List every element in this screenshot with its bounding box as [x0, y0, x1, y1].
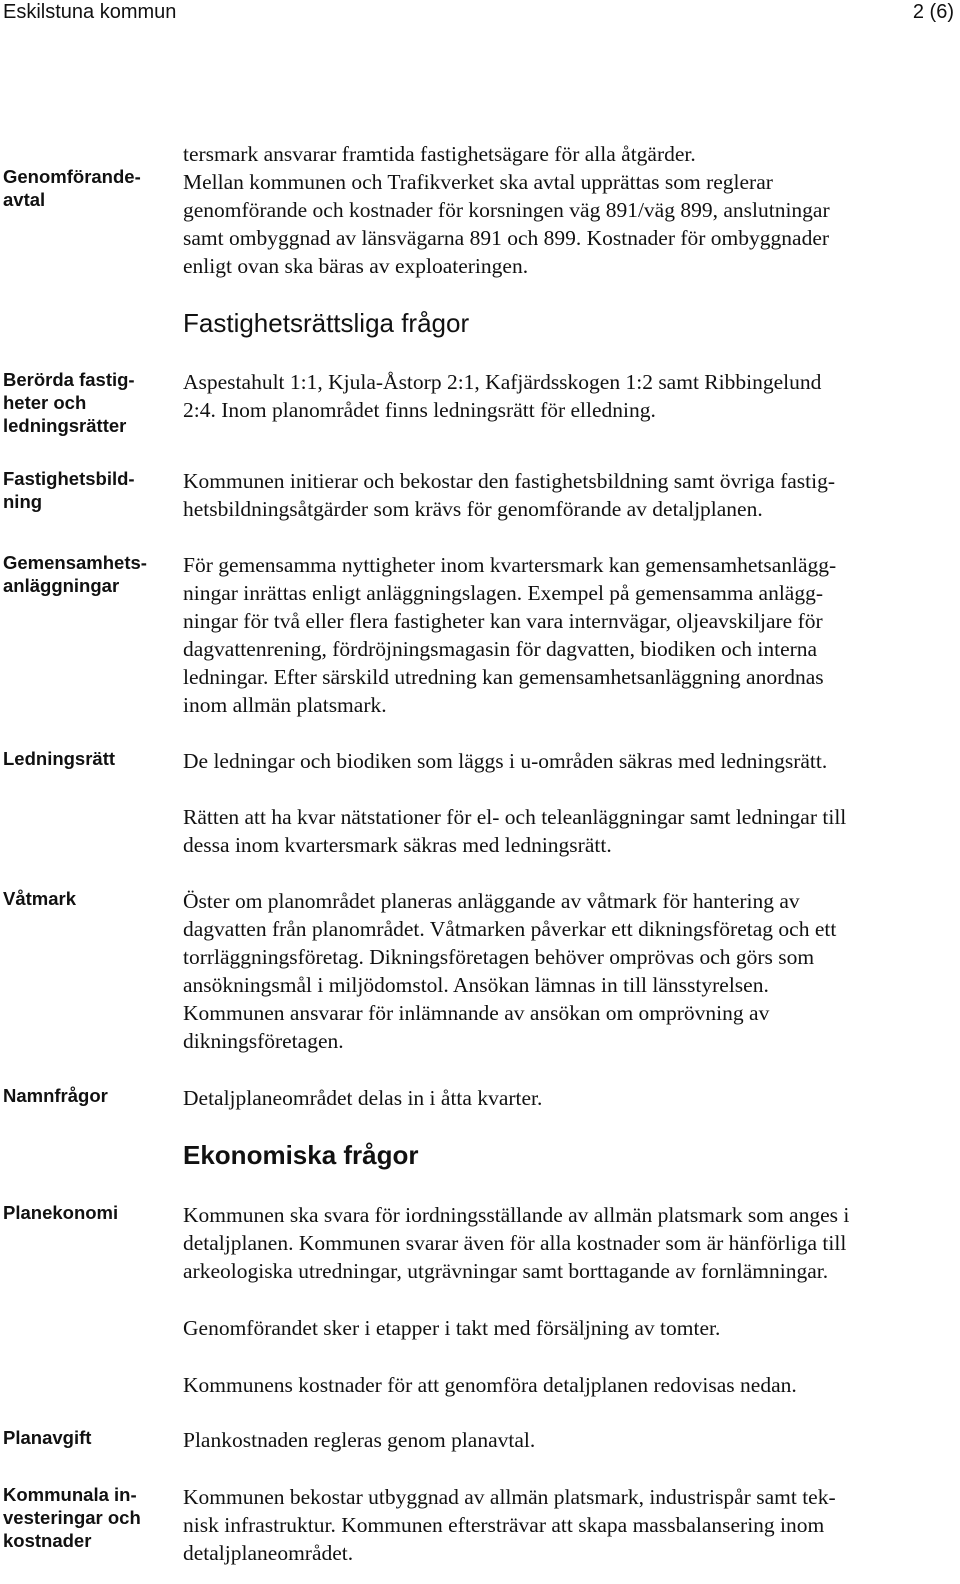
page-header — [0, 0, 960, 26]
text-berorda: Aspestahult 1:1, Kjula-Åstorp 2:1, Kafjärdsskogen 1:2 samt Ribbingelund 2:4. Inom planområdet finns ledningsrätt för elledning. — [183, 370, 822, 422]
text-gemensamhetsanlaggningar: För gemensamma nyttigheter inom kvartersmark kan gemensamhetsanlägg- ningar inrättas enligt anläggningslagen. Exempel på gemensamma anlägg- ningar för två eller flera fastigheter kan vara internvägar, oljeavskiljare för dagvattenrening, fördröjningsmagasin för dagvatten, biodiken och interna ledningar. Efter särskild utredning kan gemensamhetsanläggning anordnas inom allmän platsmark. — [183, 553, 837, 717]
text-namnfragor: Detaljplaneområdet delas in i åtta kvarter. — [183, 1086, 543, 1110]
heading-ekonomiska: Ekonomiska frågor — [183, 1140, 419, 1170]
label-berorda: Berörda fastig- heter och ledningsrätter — [3, 369, 135, 436]
text-kommunala-investeringar: Kommunen bekostar utbyggnad av allmän platsmark, industrispår samt tek- nisk infrastruktur. Kommunen eftersträvar att skapa massbalansering inom detaljplaneområdet. — [183, 1485, 836, 1565]
text-planekonomi-1: Kommunen ska svara för iordningsställande av allmän platsmark som anges i detaljplanen. Kommunen svarar även för alla kostnader som är hänförliga till arkeologiska utredningar, utgrävningar samt borttagande av fornlämningar. — [183, 1203, 850, 1283]
label-planavgift: Planavgift — [3, 1427, 92, 1448]
heading-fastighetsrattsliga: Fastighetsrättsliga frågor — [183, 308, 470, 338]
text-ledningsratt-1: De ledningar och biodiken som läggs i u-områden säkras med ledningsrätt. — [183, 749, 828, 773]
page-number: 2 (6) — [912, 1, 954, 23]
municipality-name: Eskilstuna kommun — [3, 1, 177, 23]
label-genomforandeavtal: Genomförande- avtal — [3, 166, 141, 210]
label-vatmark: Våtmark — [3, 888, 77, 909]
text-planekonomi-2: Genomförandet sker i etapper i takt med försäljning av tomter. — [183, 1316, 721, 1340]
text-vatmark: Öster om planområdet planeras anläggande av våtmark för hantering av dagvatten från planområdet. Våtmarken påverkar ett dikningsföretag och ett torrläggningsföretag. Dikningsföretagen behöver omprövas och görs som ansökningsmål i miljödomstol. Ansökan lämnas in till länsstyrelsen. Kommunen ansvarar för inlämnande av ansökan om omprövning av dikningsföretagen. — [183, 889, 837, 1053]
label-namnfragor: Namnfrågor — [3, 1085, 108, 1106]
text-fastighetsbildning: Kommunen initierar och bekostar den fastighetsbildning samt övriga fastig- hetsbildningsåtgärder som krävs för genomförande av detaljplanen. — [183, 469, 836, 521]
text-planekonomi-3: Kommunens kostnader för att genomföra detaljplanen redovisas nedan. — [183, 1373, 797, 1397]
label-planekonomi: Planekonomi — [3, 1202, 119, 1223]
text-genomforandeavtal: tersmark ansvarar framtida fastighetsägare för alla åtgärder. Mellan kommunen och Trafikverket ska avtal upprättas som reglerar genomförande och kostnader för korsningen väg 891/väg 899, anslutningar samt ombyggnad av länsvägarna 891 och 899. Kostnader för ombyggnader enligt ovan ska bäras av exploateringen. — [183, 142, 830, 278]
label-gemensamhetsanlaggningar: Gemensamhets- anläggningar — [3, 552, 147, 596]
label-kommunala-investeringar: Kommunala in- vesteringar och kostnader — [3, 1484, 141, 1551]
label-ledningsratt: Ledningsrätt — [3, 748, 116, 769]
text-ledningsratt-2: Rätten att ha kvar nätstationer för el- och teleanläggningar samt ledningar till dessa inom kvartersmark säkras med ledningsrätt. — [183, 805, 847, 857]
label-fastighetsbildning: Fastighetsbild- ning — [3, 468, 135, 512]
text-planavgift: Plankostnaden regleras genom planavtal. — [183, 1428, 536, 1452]
